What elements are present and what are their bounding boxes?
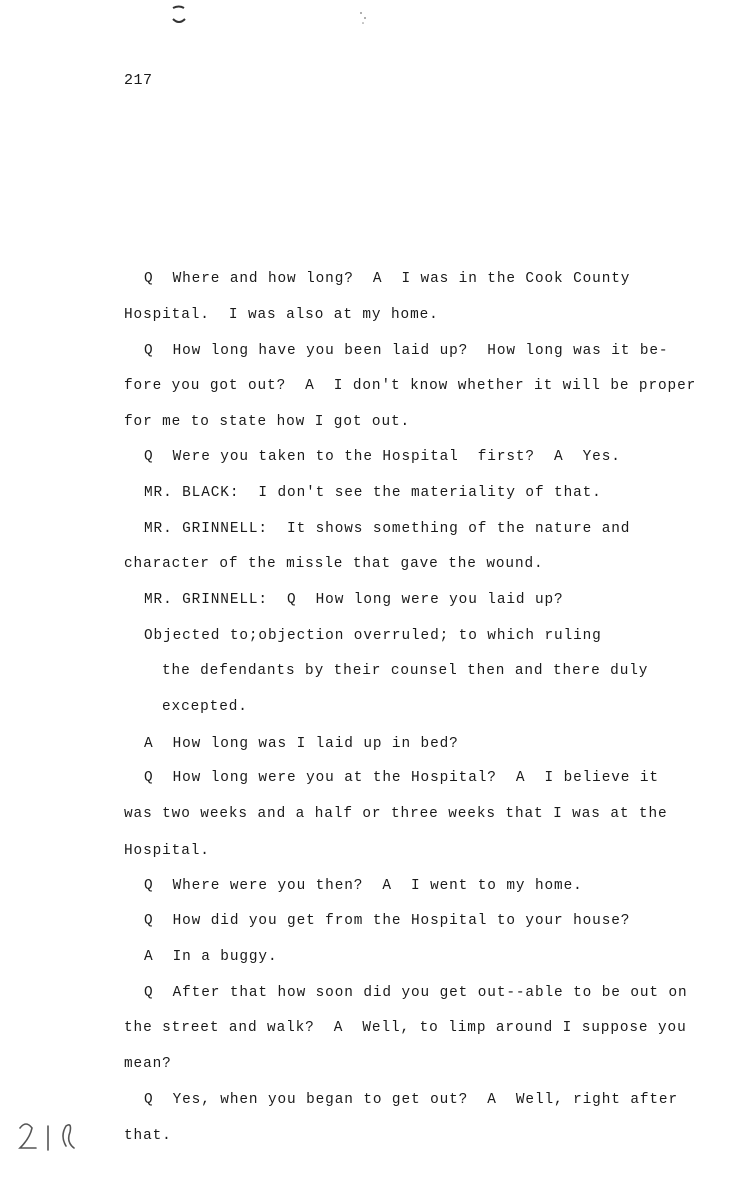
transcript-line: Q Where were you then? A I went to my home. <box>144 878 583 894</box>
transcript-line: Q How long were you at the Hospital? A I believe it <box>144 770 659 786</box>
transcript-line: A In a buggy. <box>144 949 278 965</box>
transcript-line: Q Were you taken to the Hospital first? A Yes. <box>144 449 621 465</box>
transcript-line: excepted. <box>162 699 248 715</box>
transcript-line: that. <box>124 1128 172 1144</box>
transcript-line: fore you got out? A I don't know whether it will be proper <box>124 378 697 394</box>
paper-speck <box>358 10 370 26</box>
transcript-line: character of the missle that gave the wound. <box>124 556 544 572</box>
transcript-line: A How long was I laid up in bed? <box>144 736 459 752</box>
transcript-line: Hospital. <box>124 843 210 859</box>
transcript-line: mean? <box>124 1056 172 1072</box>
transcript-line: Q How did you get from the Hospital to your house? <box>144 913 631 929</box>
transcript-line: MR. GRINNELL: Q How long were you laid up? <box>144 592 564 608</box>
transcript-line: Q Yes, when you began to get out? A Well, right after <box>144 1092 679 1108</box>
transcript-line: Q After that how soon did you get out--able to be out on <box>144 985 688 1001</box>
page-number: 217 <box>124 72 153 89</box>
transcript-line: Hospital. I was also at my home. <box>124 307 439 323</box>
transcript-line: the street and walk? A Well, to limp around I suppose you <box>124 1020 687 1036</box>
transcript-line: for me to state how I got out. <box>124 414 411 430</box>
paper-hole-mark <box>170 4 188 26</box>
transcript-line: Objected to;objection overruled; to which ruling <box>144 628 602 644</box>
transcript-line: Q How long have you been laid up? How long was it be- <box>144 343 669 359</box>
transcript-line: MR. BLACK: I don't see the materiality of that. <box>144 485 602 501</box>
handwritten-page-annotation <box>14 1118 84 1158</box>
transcript-line: was two weeks and a half or three weeks that I was at the <box>124 806 668 822</box>
transcript-line: the defendants by their counsel then and there duly <box>162 663 649 679</box>
transcript-line: MR. GRINNELL: It shows something of the nature and <box>144 521 631 537</box>
transcript-line: Q Where and how long? A I was in the Cook County <box>144 271 631 287</box>
